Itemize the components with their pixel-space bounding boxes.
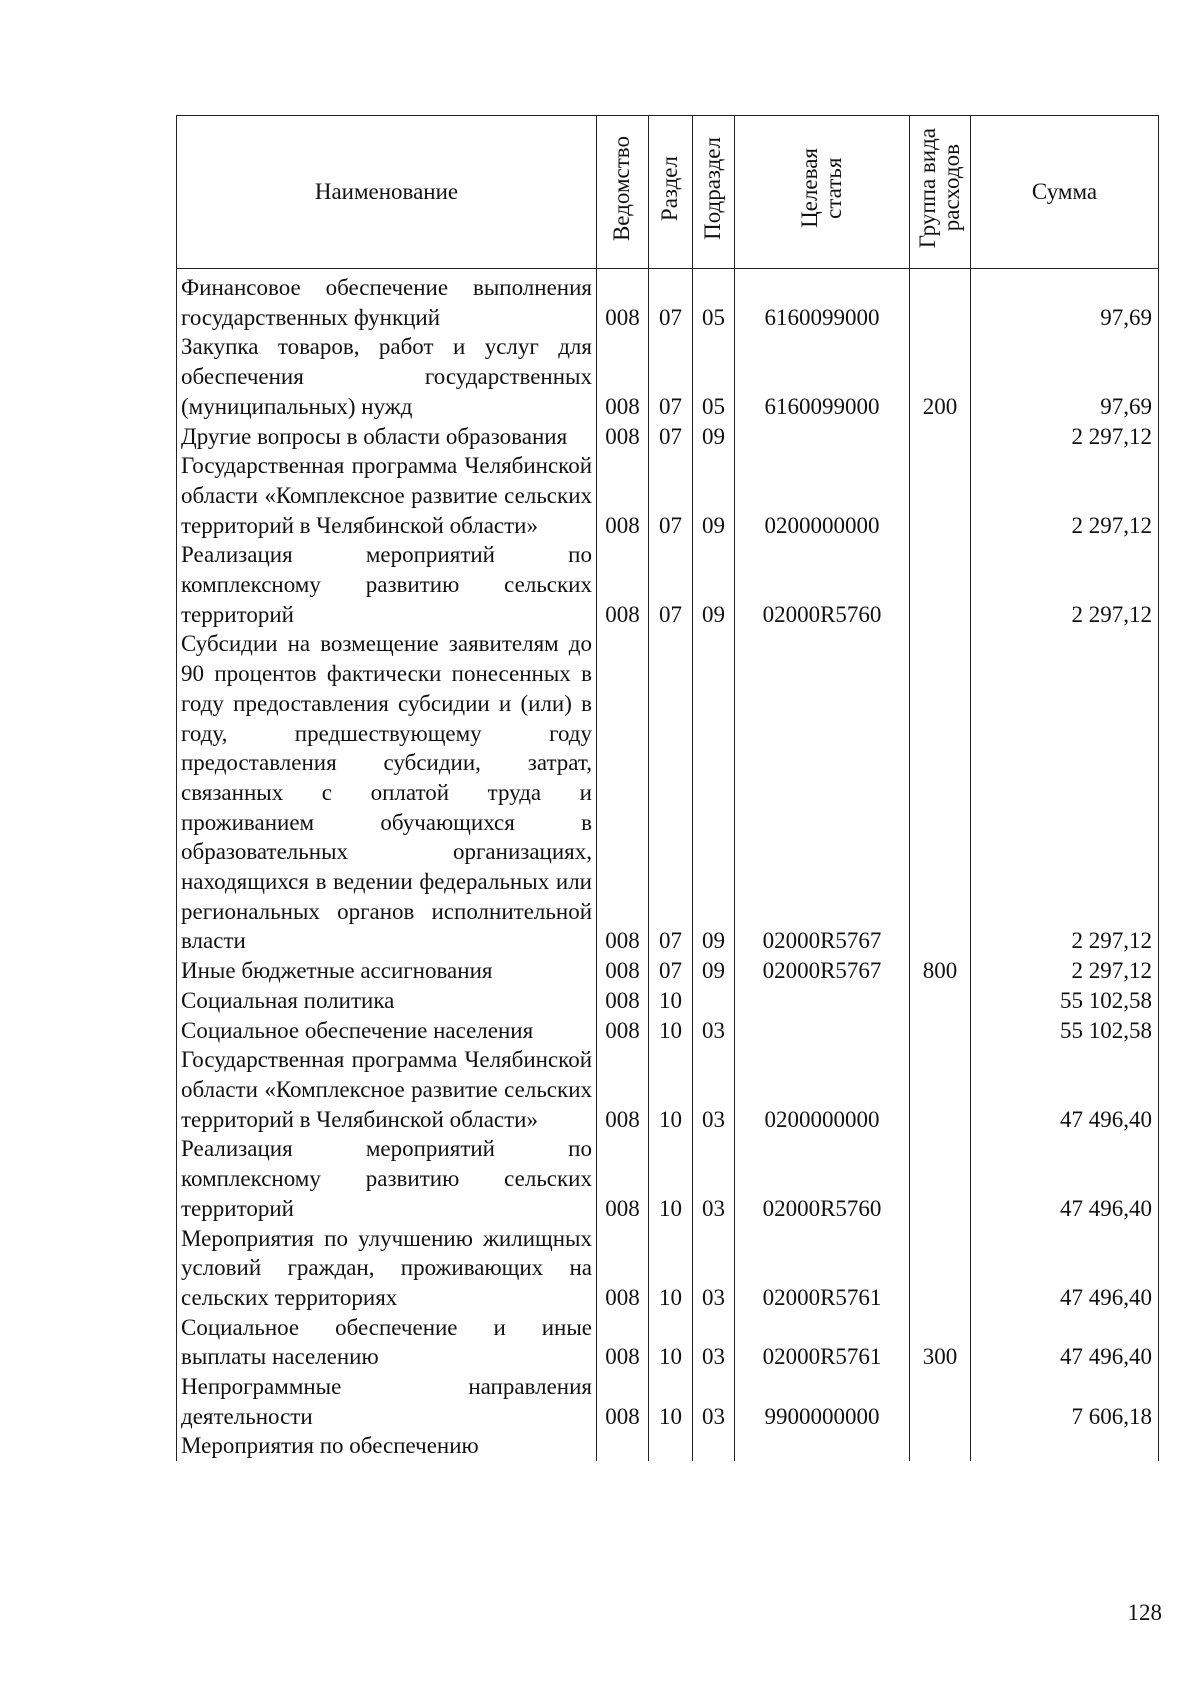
cell-gruppa <box>910 422 971 452</box>
table-row <box>177 986 1159 1016</box>
table-row <box>177 1372 1159 1431</box>
cell-summa: 55 102,58 <box>971 1016 1159 1046</box>
cell-summa: 2 297,12 <box>971 540 1159 629</box>
cell-podrazdel: 03 <box>693 1372 735 1431</box>
cell-name: Финансовое обеспечение выполнения государственных функций <box>177 269 597 333</box>
cell-name: Субсидии на возмещение заявителям до 90 процентов фактически понесенных в году предоставления субсидии и (или) в году, предшествующему году предоставления субсидии, затрат, связанных с оплатой труда и проживанием обучающихся в образовательных организациях, находящихся в ведении федеральных или региональных органов исполнительной власти <box>177 629 597 956</box>
cell-gruppa <box>910 1134 971 1223</box>
cell-gruppa <box>910 1016 971 1046</box>
cell-name: Социальное обеспечение населения <box>177 1016 597 1046</box>
table-row <box>177 1016 1159 1046</box>
cell-razdel: 07 <box>649 540 693 629</box>
header-summa: Сумма <box>971 116 1159 269</box>
cell-celevaya: 6160099000 <box>735 332 910 421</box>
cell-gruppa <box>910 1372 971 1431</box>
table-row <box>177 1224 1159 1313</box>
cell-name: Непрограммные направления деятельности <box>177 1372 597 1431</box>
cell-podrazdel <box>693 986 735 1016</box>
cell-ved: 008 <box>597 451 649 540</box>
cell-ved: 008 <box>597 269 649 333</box>
cell-summa: 47 496,40 <box>971 1224 1159 1313</box>
table-row <box>177 629 1159 956</box>
cell-name: Социальная политика <box>177 986 597 1016</box>
cell-podrazdel: 03 <box>693 1313 735 1372</box>
cell-summa: 2 297,12 <box>971 422 1159 452</box>
cell-celevaya: 02000R5761 <box>735 1313 910 1372</box>
cell-celevaya: 9900000000 <box>735 1372 910 1431</box>
cell-summa: 47 496,40 <box>971 1134 1159 1223</box>
cell-gruppa <box>910 1431 971 1461</box>
cell-ved: 008 <box>597 956 649 986</box>
header-podrazdel: Подраздел <box>693 116 735 269</box>
cell-razdel: 10 <box>649 1045 693 1134</box>
cell-ved: 008 <box>597 1313 649 1372</box>
table-row <box>177 540 1159 629</box>
cell-celevaya: 02000R5767 <box>735 629 910 956</box>
header-name: Наименование <box>177 116 597 269</box>
cell-celevaya: 02000R5761 <box>735 1224 910 1313</box>
cell-podrazdel: 09 <box>693 540 735 629</box>
header-razdel: Раздел <box>649 116 693 269</box>
cell-gruppa: 800 <box>910 956 971 986</box>
cell-ved <box>597 1431 649 1461</box>
cell-razdel: 07 <box>649 451 693 540</box>
cell-name: Государственная программа Челябинской области «Комплексное развитие сельских территорий в Челябинской области» <box>177 451 597 540</box>
table-row <box>177 956 1159 986</box>
cell-summa <box>971 1431 1159 1461</box>
cell-podrazdel <box>693 1431 735 1461</box>
cell-summa: 47 496,40 <box>971 1313 1159 1372</box>
cell-summa: 2 297,12 <box>971 956 1159 986</box>
cell-celevaya <box>735 1016 910 1046</box>
cell-gruppa <box>910 269 971 333</box>
budget-table <box>176 115 1159 1461</box>
cell-summa: 47 496,40 <box>971 1045 1159 1134</box>
cell-ved: 008 <box>597 1134 649 1223</box>
cell-podrazdel: 03 <box>693 1224 735 1313</box>
cell-name: Мероприятия по улучшению жилищных условий граждан, проживающих на сельских территориях <box>177 1224 597 1313</box>
cell-podrazdel: 03 <box>693 1045 735 1134</box>
cell-name: Реализация мероприятий по комплексному развитию сельских территорий <box>177 1134 597 1223</box>
cell-ved: 008 <box>597 1372 649 1431</box>
table-body <box>177 269 1159 1462</box>
cell-gruppa: 200 <box>910 332 971 421</box>
cell-name: Государственная программа Челябинской области «Комплексное развитие сельских территорий в Челябинской области» <box>177 1045 597 1134</box>
cell-podrazdel: 09 <box>693 956 735 986</box>
cell-gruppa <box>910 451 971 540</box>
cell-summa: 97,69 <box>971 332 1159 421</box>
cell-ved: 008 <box>597 986 649 1016</box>
cell-celevaya: 02000R5760 <box>735 1134 910 1223</box>
page-number: 128 <box>1127 1600 1162 1625</box>
table-row <box>177 451 1159 540</box>
cell-razdel: 07 <box>649 332 693 421</box>
cell-ved: 008 <box>597 1045 649 1134</box>
table-row <box>177 332 1159 421</box>
cell-name: Иные бюджетные ассигнования <box>177 956 597 986</box>
cell-ved: 008 <box>597 1016 649 1046</box>
cell-ved: 008 <box>597 540 649 629</box>
cell-podrazdel: 03 <box>693 1134 735 1223</box>
cell-gruppa <box>910 629 971 956</box>
cell-name: Мероприятия по обеспечению <box>177 1431 597 1461</box>
cell-celevaya: 0200000000 <box>735 451 910 540</box>
cell-name: Закупка товаров, работ и услуг для обеспечения государственных (муниципальных) нужд <box>177 332 597 421</box>
table-row <box>177 269 1159 333</box>
table-row <box>177 1134 1159 1223</box>
cell-summa: 97,69 <box>971 269 1159 333</box>
header-vedomstvo: Ведомство <box>597 116 649 269</box>
cell-razdel: 10 <box>649 1224 693 1313</box>
cell-podrazdel: 09 <box>693 422 735 452</box>
cell-razdel: 07 <box>649 269 693 333</box>
cell-gruppa <box>910 1224 971 1313</box>
cell-name: Социальное обеспечение и иные выплаты населению <box>177 1313 597 1372</box>
cell-summa: 2 297,12 <box>971 629 1159 956</box>
cell-celevaya <box>735 1431 910 1461</box>
cell-gruppa <box>910 1045 971 1134</box>
table-row <box>177 1313 1159 1372</box>
cell-name: Другие вопросы в области образования <box>177 422 597 452</box>
table-row <box>177 1045 1159 1134</box>
cell-summa: 7 606,18 <box>971 1372 1159 1431</box>
cell-ved: 008 <box>597 422 649 452</box>
cell-razdel: 10 <box>649 1372 693 1431</box>
cell-podrazdel: 05 <box>693 332 735 421</box>
header-celevaya-statya: Целевая статья <box>735 116 910 269</box>
cell-razdel: 07 <box>649 422 693 452</box>
cell-razdel: 07 <box>649 956 693 986</box>
header-gruppa-vida-rashodov: Группа вида расходов <box>910 116 971 269</box>
cell-razdel: 07 <box>649 629 693 956</box>
cell-razdel: 10 <box>649 1016 693 1046</box>
cell-podrazdel: 09 <box>693 629 735 956</box>
cell-razdel: 10 <box>649 1313 693 1372</box>
cell-razdel: 10 <box>649 1134 693 1223</box>
cell-celevaya: 02000R5767 <box>735 956 910 986</box>
cell-summa: 2 297,12 <box>971 451 1159 540</box>
cell-name: Реализация мероприятий по комплексному развитию сельских территорий <box>177 540 597 629</box>
cell-podrazdel: 03 <box>693 1016 735 1046</box>
cell-celevaya <box>735 422 910 452</box>
cell-razdel: 10 <box>649 986 693 1016</box>
cell-podrazdel: 05 <box>693 269 735 333</box>
cell-gruppa <box>910 540 971 629</box>
cell-summa: 55 102,58 <box>971 986 1159 1016</box>
cell-celevaya <box>735 986 910 1016</box>
cell-celevaya: 02000R5760 <box>735 540 910 629</box>
cell-celevaya: 0200000000 <box>735 1045 910 1134</box>
cell-razdel <box>649 1431 693 1461</box>
cell-ved: 008 <box>597 332 649 421</box>
table-header <box>177 116 1159 269</box>
cell-ved: 008 <box>597 1224 649 1313</box>
table-row <box>177 1431 1159 1461</box>
cell-podrazdel: 09 <box>693 451 735 540</box>
cell-gruppa: 300 <box>910 1313 971 1372</box>
table-row <box>177 422 1159 452</box>
cell-celevaya: 6160099000 <box>735 269 910 333</box>
cell-gruppa <box>910 986 971 1016</box>
cell-ved: 008 <box>597 629 649 956</box>
